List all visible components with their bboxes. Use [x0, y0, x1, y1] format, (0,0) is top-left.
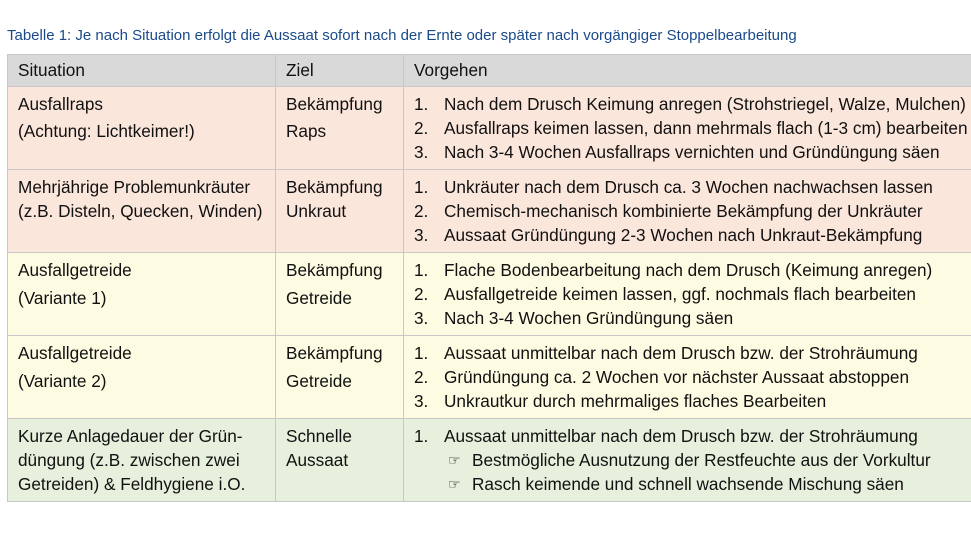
situation-text: düngung (z.B. zwischen zwei — [18, 450, 240, 470]
situation-text: (Variante 1) — [18, 288, 107, 308]
step-text: Aussaat unmittelbar nach dem Drusch bzw. der Strohräumung — [444, 343, 918, 363]
pointing-hand-icon: ☞ — [448, 476, 461, 492]
step-text: Nach 3-4 Wochen Ausfallraps vernichten und Gründüngung säen — [444, 142, 940, 162]
ziel-cell — [276, 170, 404, 253]
situation-cell — [8, 253, 276, 336]
ziel-cell — [276, 419, 404, 502]
situation-text: Mehrjährige Problemunkräuter — [18, 177, 251, 197]
step-text: Aussaat unmittelbar nach dem Drusch bzw. der Strohräumung — [444, 426, 918, 446]
table-row — [8, 87, 971, 170]
situation-text: (Achtung: Lichtkeimer!) — [18, 121, 195, 141]
situation-text: Ausfallgetreide — [18, 260, 132, 280]
ziel-cell — [276, 336, 404, 419]
step-item — [414, 223, 963, 247]
step-text: Gründüngung ca. 2 Wochen vor nächster Aussaat abstoppen — [444, 367, 910, 387]
step-item — [414, 92, 966, 116]
situation-text: Getreiden) & Feldhygiene i.O. — [18, 474, 246, 494]
vorgehen-cell — [404, 419, 971, 502]
table-row — [8, 253, 971, 336]
step-number: 2. — [414, 284, 429, 304]
step-text: Flache Bodenbearbeitung nach dem Drusch (Keimung anregen) — [444, 260, 933, 280]
table-header-row — [8, 55, 971, 87]
situation-text: Ausfallgetreide — [18, 343, 132, 363]
ziel-text: Bekämpfung — [286, 260, 383, 280]
step-item — [414, 341, 963, 365]
step-number: 3. — [414, 142, 429, 162]
header-ziel: Ziel — [276, 55, 404, 87]
table-row — [8, 170, 971, 253]
vorgehen-cell — [404, 170, 971, 253]
vorgehen-cell — [404, 253, 971, 336]
ziel-text: Bekämpfung — [286, 177, 383, 197]
step-number: 3. — [414, 308, 429, 328]
ziel-text: Unkraut — [286, 201, 347, 221]
header-situation: Situation — [8, 55, 276, 87]
ziel-text: Bekämpfung — [286, 94, 383, 114]
step-item — [414, 116, 968, 140]
ziel-text: Schnelle — [286, 426, 352, 446]
step-text: Aussaat Gründüngung 2-3 Wochen nach Unkraut-Bekämpfung — [444, 225, 923, 245]
table-row — [8, 336, 971, 419]
step-number: 1. — [414, 260, 429, 280]
situation-text: Ausfallraps — [18, 94, 104, 114]
step-number: 3. — [414, 225, 429, 245]
step-item — [414, 258, 963, 282]
ziel-text: Raps — [286, 121, 327, 141]
situation-text: (Variante 2) — [18, 371, 107, 391]
step-number: 1. — [414, 426, 429, 446]
step-text: Nach dem Drusch Keimung anregen (Strohstriegel, Walze, Mulchen) — [444, 94, 966, 114]
step-number: 2. — [414, 201, 429, 221]
step-text: Nach 3-4 Wochen Gründüngung säen — [444, 308, 734, 328]
vorgehen-cell — [404, 336, 971, 419]
table-row — [8, 419, 971, 502]
sowing-situation-table — [7, 54, 971, 502]
step-number: 2. — [414, 118, 429, 138]
sub-point-text: Rasch keimende und schnell wachsende Mischung säen — [472, 474, 904, 494]
step-item — [414, 389, 963, 413]
step-item — [414, 424, 963, 448]
ziel-text: Getreide — [286, 288, 352, 308]
step-number: 1. — [414, 343, 429, 363]
step-item — [414, 306, 963, 330]
situation-cell — [8, 419, 276, 502]
step-number: 1. — [414, 177, 429, 197]
step-item — [414, 282, 963, 306]
vorgehen-cell — [404, 87, 971, 170]
ziel-cell — [276, 253, 404, 336]
situation-cell — [8, 87, 276, 170]
step-item — [414, 199, 963, 223]
ziel-text: Bekämpfung — [286, 343, 383, 363]
step-text: Ausfallgetreide keimen lassen, ggf. nochmals flach bearbeiten — [444, 284, 916, 304]
sub-point — [414, 472, 963, 496]
step-text: Chemisch-mechanisch kombinierte Bekämpfung der Unkräuter — [444, 201, 923, 221]
ziel-text: Getreide — [286, 371, 352, 391]
situation-cell — [8, 336, 276, 419]
step-item — [414, 175, 963, 199]
step-number: 3. — [414, 391, 429, 411]
situation-text: Kurze Anlagedauer der Grün- — [18, 426, 243, 446]
table-caption: Tabelle 1: Je nach Situation erfolgt die Aussaat sofort nach der Ernte oder später nach vorgängiger Stoppelbearbeitung — [7, 27, 797, 44]
situation-cell — [8, 170, 276, 253]
step-item — [414, 365, 963, 389]
situation-text: (z.B. Disteln, Quecken, Winden) — [18, 201, 263, 221]
ziel-text: Aussaat — [286, 450, 349, 470]
header-vorgehen: Vorgehen — [404, 55, 971, 87]
pointing-hand-icon: ☞ — [448, 452, 461, 468]
step-item — [414, 140, 963, 164]
sub-point-text: Bestmögliche Ausnutzung der Restfeuchte aus der Vorkultur — [472, 450, 931, 470]
ziel-cell — [276, 87, 404, 170]
step-number: 1. — [414, 94, 429, 114]
step-text: Ausfallraps keimen lassen, dann mehrmals flach (1-3 cm) bearbeiten — [444, 118, 968, 138]
sub-point — [414, 448, 963, 472]
step-text: Unkräuter nach dem Drusch ca. 3 Wochen nachwachsen lassen — [444, 177, 933, 197]
step-number: 2. — [414, 367, 429, 387]
step-text: Unkrautkur durch mehrmaliges flaches Bearbeiten — [444, 391, 827, 411]
